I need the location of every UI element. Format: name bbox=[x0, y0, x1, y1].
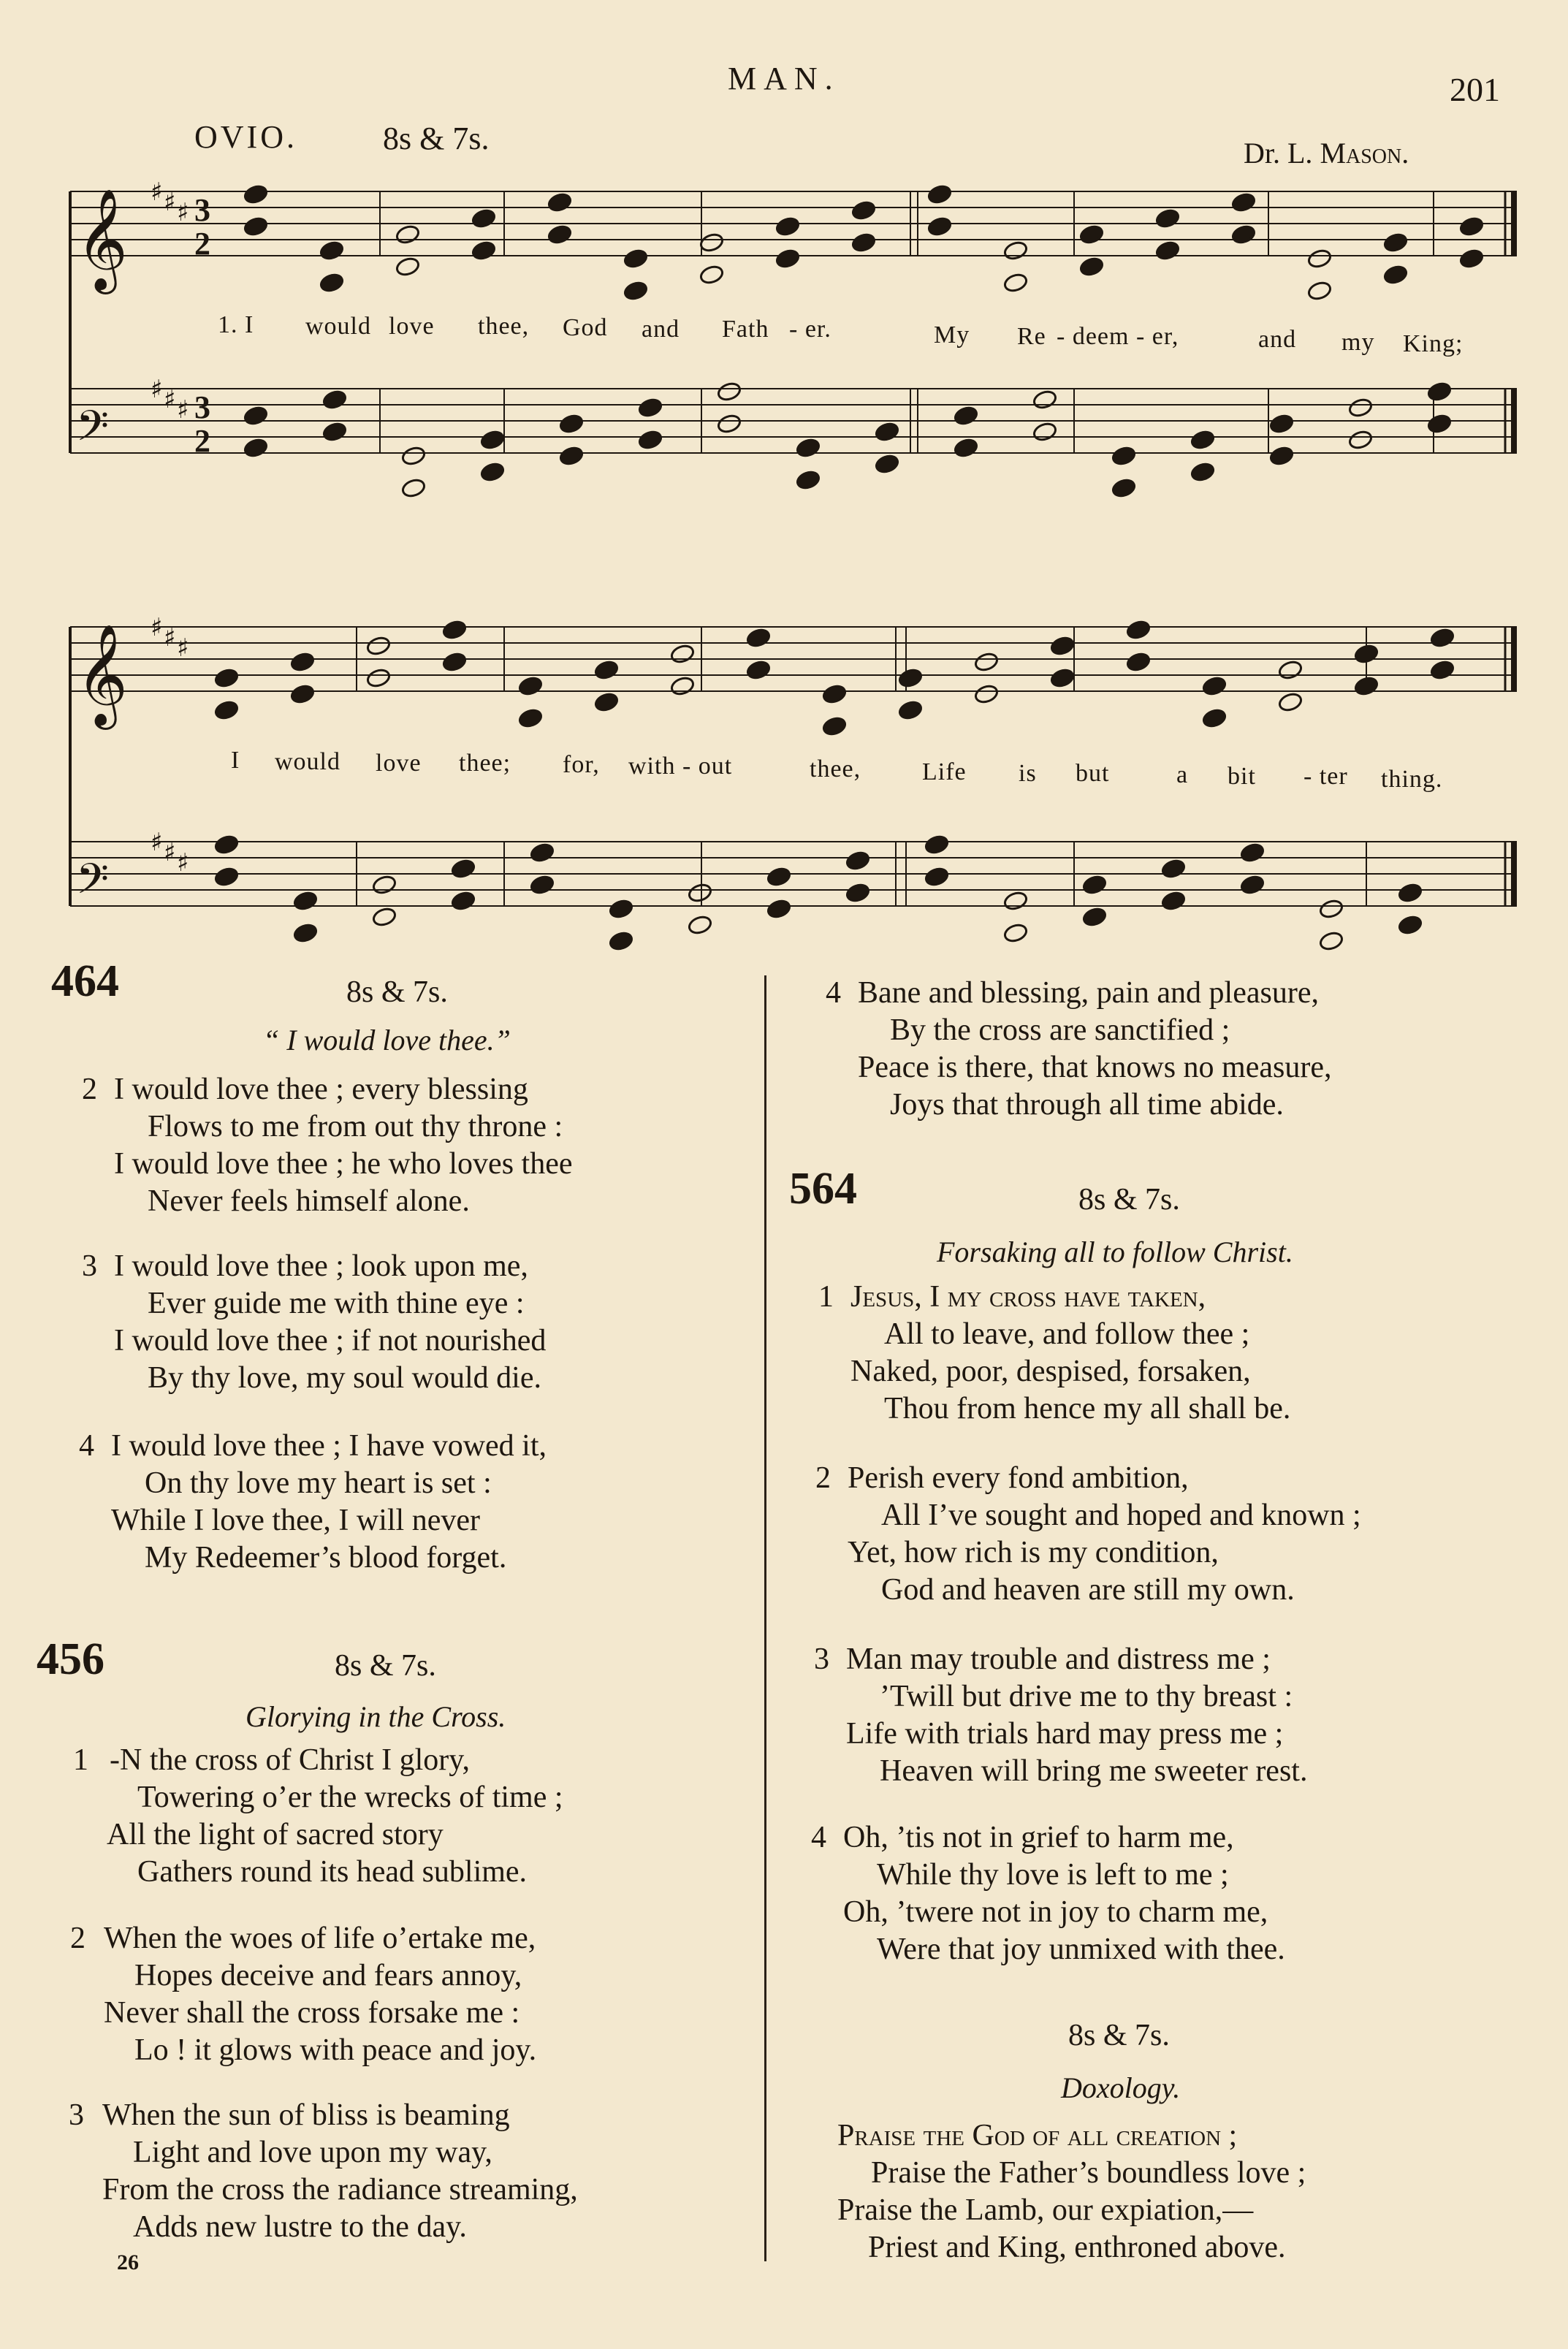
note-head bbox=[924, 866, 949, 887]
note-head bbox=[213, 699, 239, 720]
note-head bbox=[1201, 707, 1227, 728]
verse-line: On thy love my heart is set : bbox=[145, 1466, 492, 1500]
lyric-word: bit bbox=[1228, 763, 1256, 790]
stanza bbox=[82, 1071, 573, 1220]
stanza-number: 1 bbox=[73, 1743, 88, 1777]
note-head bbox=[292, 890, 318, 911]
composer-prefix: Dr. L. bbox=[1244, 137, 1320, 170]
doxology-meter: 8s & 7s. bbox=[1068, 2019, 1170, 2052]
note-head bbox=[1353, 675, 1379, 696]
verse-line: I would love thee ; he who loves thee bbox=[114, 1147, 573, 1181]
note-head bbox=[1239, 874, 1265, 895]
verse-line: I would love thee ; if not nourished bbox=[114, 1324, 547, 1358]
note-head bbox=[845, 850, 870, 871]
verse-line: All the light of sacred story bbox=[107, 1818, 444, 1851]
lyric-word: thee, bbox=[810, 755, 861, 783]
note-head bbox=[1032, 389, 1057, 410]
verse-line: ’Twill but drive me to thy breast : bbox=[880, 1680, 1293, 1713]
note-head bbox=[821, 683, 847, 704]
lyric-word: and bbox=[642, 316, 680, 343]
lyric-word: my bbox=[1341, 329, 1375, 356]
verse-line: Priest and King, enthroned above. bbox=[868, 2231, 1286, 2264]
note-head bbox=[745, 659, 771, 680]
note-head bbox=[1160, 858, 1186, 879]
note-head bbox=[479, 429, 505, 450]
lyric-word: King; bbox=[1403, 330, 1464, 357]
note-head bbox=[1002, 890, 1028, 911]
note-head bbox=[1125, 651, 1151, 672]
sharp-sign: ♯ bbox=[164, 188, 176, 217]
note-head bbox=[1277, 659, 1303, 680]
stanza bbox=[69, 2097, 578, 2246]
note-head bbox=[1081, 874, 1107, 895]
note-head bbox=[243, 183, 268, 205]
note-head bbox=[1230, 224, 1256, 245]
lyric-word: I bbox=[231, 747, 240, 774]
verse-line: All I’ve sought and hoped and known ; bbox=[881, 1499, 1361, 1532]
note-head bbox=[1201, 675, 1227, 696]
note-head bbox=[529, 874, 555, 895]
verse-line: -N the cross of Christ I glory, bbox=[110, 1743, 471, 1777]
lyric-word: God bbox=[563, 314, 608, 341]
note-head bbox=[1049, 667, 1075, 688]
note-head bbox=[558, 413, 584, 434]
composer-name: Mason. bbox=[1320, 137, 1409, 170]
music-score bbox=[0, 0, 1568, 964]
note-head bbox=[1002, 240, 1028, 261]
verse-line: Bane and blessing, pain and pleasure, bbox=[858, 976, 1319, 1010]
note-head bbox=[365, 667, 391, 688]
verse-line: Lo ! it glows with peace and joy. bbox=[134, 2033, 537, 2067]
note-head bbox=[400, 477, 426, 498]
note-head bbox=[593, 691, 619, 712]
note-head bbox=[593, 659, 619, 680]
note-head bbox=[874, 453, 899, 474]
verse-line: All to leave, and follow thee ; bbox=[884, 1317, 1250, 1351]
note-head bbox=[1458, 216, 1484, 237]
verse-line: Oh, ’twere not in joy to charm me, bbox=[843, 1895, 1268, 1929]
sharp-sign: ♯ bbox=[164, 385, 176, 414]
lyric-word: with - out bbox=[628, 753, 733, 780]
time-signature: 2 bbox=[194, 226, 210, 262]
sharp-sign: ♯ bbox=[177, 848, 189, 877]
verse-line: Naked, poor, despised, forsaken, bbox=[850, 1355, 1251, 1388]
note-head bbox=[637, 397, 663, 418]
time-signature: 3 bbox=[194, 192, 210, 228]
note-head bbox=[669, 643, 695, 664]
verse-line: By the cross are sanctified ; bbox=[890, 1013, 1230, 1047]
note-head bbox=[1318, 930, 1344, 951]
note-head bbox=[716, 381, 742, 402]
note-head bbox=[623, 248, 648, 269]
note-head bbox=[1397, 914, 1423, 935]
verse-line: Jesus, I my cross have taken, bbox=[850, 1280, 1206, 1314]
lyric-word: would bbox=[305, 313, 371, 340]
note-head bbox=[1002, 922, 1028, 943]
note-head bbox=[517, 675, 543, 696]
note-head bbox=[924, 834, 949, 855]
note-head bbox=[365, 635, 391, 656]
note-head bbox=[371, 874, 397, 895]
note-head bbox=[395, 224, 420, 245]
treble-clef: 𝄞 bbox=[76, 189, 128, 290]
verse-line: Praise the God of all creation ; bbox=[837, 2119, 1238, 2152]
lyric-word: for, bbox=[563, 751, 600, 778]
verse-line: Praise the Lamb, our expiation,— bbox=[837, 2193, 1254, 2227]
note-head bbox=[973, 683, 999, 704]
lyric-word: but bbox=[1076, 760, 1110, 787]
stanza-number: 2 bbox=[815, 1461, 831, 1495]
note-head bbox=[400, 445, 426, 466]
note-head bbox=[1429, 659, 1455, 680]
lyric-word: love bbox=[376, 750, 422, 777]
note-head bbox=[292, 922, 318, 943]
note-head bbox=[319, 272, 344, 293]
lyric-word: thing. bbox=[1381, 766, 1443, 793]
note-head bbox=[371, 906, 397, 927]
note-head bbox=[687, 882, 712, 903]
hymn-number: 464 bbox=[51, 956, 119, 1006]
verse-line: Adds new lustre to the day. bbox=[133, 2210, 467, 2244]
note-head bbox=[1347, 429, 1373, 450]
sharp-sign: ♯ bbox=[177, 633, 189, 663]
note-head bbox=[547, 191, 572, 213]
stanza bbox=[70, 1920, 536, 2069]
note-head bbox=[289, 683, 315, 704]
bass-clef: 𝄢 bbox=[76, 854, 110, 914]
note-head bbox=[441, 651, 467, 672]
verse-line: Life with trials hard may press me ; bbox=[846, 1717, 1284, 1751]
note-head bbox=[1426, 381, 1452, 402]
stanza bbox=[814, 1641, 1307, 1790]
verse-line: Peace is there, that knows no measure, bbox=[858, 1051, 1332, 1084]
stanza bbox=[811, 1819, 1285, 1968]
stanza-number: 3 bbox=[82, 1249, 97, 1283]
note-head bbox=[699, 232, 724, 253]
verse-line: Thou from hence my all shall be. bbox=[884, 1392, 1291, 1425]
verse-line: I would love thee ; every blessing bbox=[114, 1073, 528, 1106]
note-head bbox=[321, 421, 347, 442]
note-head bbox=[973, 651, 999, 672]
note-head bbox=[699, 264, 724, 285]
verse-line: From the cross the radiance streaming, bbox=[102, 2173, 578, 2207]
verse-line: When the sun of bliss is beaming bbox=[102, 2098, 510, 2132]
note-head bbox=[321, 389, 347, 410]
note-head bbox=[897, 699, 923, 720]
verse-line: Were that joy unmixed with thee. bbox=[877, 1933, 1285, 1966]
note-head bbox=[441, 619, 467, 640]
note-head bbox=[953, 405, 978, 426]
hymn-subtitle: Glorying in the Cross. bbox=[246, 1700, 506, 1733]
stanza bbox=[818, 1279, 1290, 1428]
note-head bbox=[1268, 445, 1294, 466]
time-signature: 3 bbox=[194, 389, 210, 425]
note-head bbox=[1125, 619, 1151, 640]
column-divider bbox=[764, 975, 766, 2261]
verse-line: Gathers round its head sublime. bbox=[137, 1855, 528, 1889]
verse-line: Perish every fond ambition, bbox=[848, 1461, 1189, 1495]
stanza bbox=[837, 2117, 1306, 2266]
note-head bbox=[795, 437, 821, 458]
note-head bbox=[766, 898, 791, 919]
note-head bbox=[1002, 272, 1028, 293]
sharp-sign: ♯ bbox=[151, 613, 163, 642]
verse-line: Oh, ’tis not in grief to harm me, bbox=[843, 1821, 1234, 1854]
note-head bbox=[1306, 248, 1332, 269]
stanza-number: 4 bbox=[826, 976, 841, 1010]
page-number: 201 bbox=[1450, 71, 1500, 108]
note-head bbox=[1382, 232, 1408, 253]
note-head bbox=[1353, 643, 1379, 664]
bass-clef: 𝄢 bbox=[76, 401, 110, 461]
note-head bbox=[450, 858, 476, 879]
sharp-sign: ♯ bbox=[151, 178, 163, 207]
verse-line: When the woes of life o’ertake me, bbox=[104, 1922, 536, 1955]
note-head bbox=[1154, 208, 1180, 229]
lyric-word: 1. I bbox=[218, 311, 254, 338]
note-head bbox=[1230, 191, 1256, 213]
treble-clef: 𝄞 bbox=[76, 624, 128, 726]
note-head bbox=[1154, 240, 1180, 261]
stanza-number: 2 bbox=[82, 1073, 97, 1106]
verse-line: While thy love is left to me ; bbox=[877, 1858, 1229, 1892]
note-head bbox=[1268, 413, 1294, 434]
note-head bbox=[850, 199, 876, 221]
stanza-number: 4 bbox=[79, 1429, 94, 1463]
verse-line: Heaven will bring me sweeter rest. bbox=[880, 1754, 1308, 1788]
sharp-sign: ♯ bbox=[177, 198, 189, 227]
note-head bbox=[243, 437, 268, 458]
note-head bbox=[850, 232, 876, 253]
note-head bbox=[795, 469, 821, 490]
note-head bbox=[897, 667, 923, 688]
stanza bbox=[73, 1742, 563, 1891]
note-head bbox=[1397, 882, 1423, 903]
note-head bbox=[471, 240, 496, 261]
verse-line: Man may trouble and distress me ; bbox=[846, 1642, 1271, 1676]
note-head bbox=[1081, 906, 1107, 927]
time-signature: 2 bbox=[194, 423, 210, 459]
verse-line: Never feels himself alone. bbox=[148, 1184, 470, 1218]
hymn-subtitle: Forsaking all to follow Christ. bbox=[937, 1236, 1293, 1268]
tune-name: OVIO. bbox=[194, 119, 297, 155]
lyric-word: Fath bbox=[722, 316, 769, 343]
note-head bbox=[608, 930, 633, 951]
note-head bbox=[243, 216, 268, 237]
note-head bbox=[1111, 477, 1136, 498]
verse-line: Joys that through all time abide. bbox=[890, 1088, 1284, 1122]
note-head bbox=[1049, 635, 1075, 656]
note-head bbox=[1190, 461, 1215, 482]
section-title: MAN. bbox=[728, 61, 840, 96]
stanza bbox=[82, 1248, 546, 1397]
note-head bbox=[821, 715, 847, 736]
note-head bbox=[766, 866, 791, 887]
note-head bbox=[395, 256, 420, 277]
stanza bbox=[79, 1428, 547, 1577]
note-head bbox=[558, 445, 584, 466]
hymn-meter: 8s & 7s. bbox=[335, 1649, 436, 1683]
note-head bbox=[716, 413, 742, 434]
stanza bbox=[826, 975, 1331, 1124]
note-head bbox=[1426, 413, 1452, 434]
note-head bbox=[608, 898, 633, 919]
note-head bbox=[1429, 627, 1455, 648]
note-head bbox=[213, 866, 239, 887]
verse-line: God and heaven are still my own. bbox=[881, 1573, 1295, 1607]
verse-line: By thy love, my soul would die. bbox=[148, 1361, 541, 1395]
note-head bbox=[547, 224, 572, 245]
note-head bbox=[1160, 890, 1186, 911]
note-head bbox=[213, 834, 239, 855]
hymn-number: 456 bbox=[37, 1634, 104, 1684]
note-head bbox=[623, 280, 648, 301]
stanza-number: 3 bbox=[69, 2098, 84, 2132]
lyric-word: Re bbox=[1017, 323, 1046, 350]
note-head bbox=[1078, 256, 1104, 277]
verse-line: Yet, how rich is my condition, bbox=[848, 1536, 1219, 1569]
note-head bbox=[213, 667, 239, 688]
note-head bbox=[243, 405, 268, 426]
lyric-word: - ter bbox=[1304, 763, 1348, 790]
note-head bbox=[1347, 397, 1373, 418]
note-head bbox=[687, 914, 712, 935]
sharp-sign: ♯ bbox=[151, 828, 163, 857]
note-head bbox=[926, 183, 952, 205]
hymn-meter: 8s & 7s. bbox=[1078, 1183, 1180, 1217]
note-head bbox=[450, 890, 476, 911]
note-head bbox=[479, 461, 505, 482]
doxology-title: Doxology. bbox=[1061, 2071, 1181, 2104]
note-head bbox=[926, 216, 952, 237]
lyric-word: is bbox=[1019, 760, 1037, 787]
note-head bbox=[669, 675, 695, 696]
note-head bbox=[319, 240, 344, 261]
stanza-number: 4 bbox=[811, 1821, 826, 1854]
tune-meter: 8s & 7s. bbox=[383, 121, 490, 156]
note-head bbox=[517, 707, 543, 728]
note-head bbox=[775, 248, 800, 269]
lyric-word: and bbox=[1258, 326, 1297, 353]
stanza-number: 3 bbox=[814, 1642, 829, 1676]
note-head bbox=[1078, 224, 1104, 245]
verse-line: Light and love upon my way, bbox=[133, 2136, 492, 2169]
stanza-number: 2 bbox=[70, 1922, 85, 1955]
verse-line: I would love thee ; look upon me, bbox=[114, 1249, 528, 1283]
note-head bbox=[874, 421, 899, 442]
sharp-sign: ♯ bbox=[177, 395, 189, 425]
lyric-word: - er. bbox=[789, 316, 831, 343]
lyric-word: love bbox=[389, 313, 435, 340]
verse-line: Never shall the cross forsake me : bbox=[104, 1996, 520, 2030]
lyric-word: - deem - er, bbox=[1057, 323, 1179, 350]
stanza bbox=[815, 1460, 1361, 1609]
note-head bbox=[1458, 248, 1484, 269]
note-head bbox=[1111, 445, 1136, 466]
note-head bbox=[529, 842, 555, 863]
verse-line: While I love thee, I will never bbox=[111, 1504, 480, 1537]
sharp-sign: ♯ bbox=[151, 375, 163, 404]
note-head bbox=[775, 216, 800, 237]
lyric-word: Life bbox=[922, 758, 967, 785]
verse-line: Praise the Father’s boundless love ; bbox=[871, 2156, 1306, 2190]
lyric-word: thee; bbox=[459, 750, 511, 777]
verse-line: I would love thee ; I have vowed it, bbox=[111, 1429, 547, 1463]
signature-mark: 26 bbox=[117, 2250, 139, 2274]
verse-line: My Redeemer’s blood forget. bbox=[145, 1541, 507, 1575]
verse-line: Towering o’er the wrecks of time ; bbox=[137, 1781, 563, 1814]
note-head bbox=[1318, 898, 1344, 919]
note-head bbox=[1190, 429, 1215, 450]
verse-line: Hopes deceive and fears annoy, bbox=[134, 1959, 522, 1992]
hymn-subtitle: “ I would love thee.” bbox=[263, 1024, 511, 1057]
hymn-number: 564 bbox=[789, 1164, 857, 1214]
note-head bbox=[289, 651, 315, 672]
verse-line: Flows to me from out thy throne : bbox=[148, 1110, 563, 1143]
note-head bbox=[1306, 280, 1332, 301]
hymn-meter: 8s & 7s. bbox=[346, 975, 448, 1009]
sharp-sign: ♯ bbox=[164, 623, 176, 652]
lyric-word: My bbox=[934, 321, 970, 349]
sharp-sign: ♯ bbox=[164, 838, 176, 867]
note-head bbox=[845, 882, 870, 903]
note-head bbox=[1032, 421, 1057, 442]
note-head bbox=[1277, 691, 1303, 712]
note-head bbox=[637, 429, 663, 450]
lyric-word: would bbox=[275, 748, 340, 775]
note-head bbox=[1382, 264, 1408, 285]
lyric-word: thee, bbox=[478, 313, 530, 340]
verse-line: Ever guide me with thine eye : bbox=[148, 1287, 525, 1320]
note-head bbox=[471, 208, 496, 229]
note-head bbox=[953, 437, 978, 458]
note-head bbox=[745, 627, 771, 648]
note-head bbox=[1239, 842, 1265, 863]
stanza-number: 1 bbox=[818, 1280, 834, 1314]
lyric-word: a bbox=[1176, 761, 1189, 788]
